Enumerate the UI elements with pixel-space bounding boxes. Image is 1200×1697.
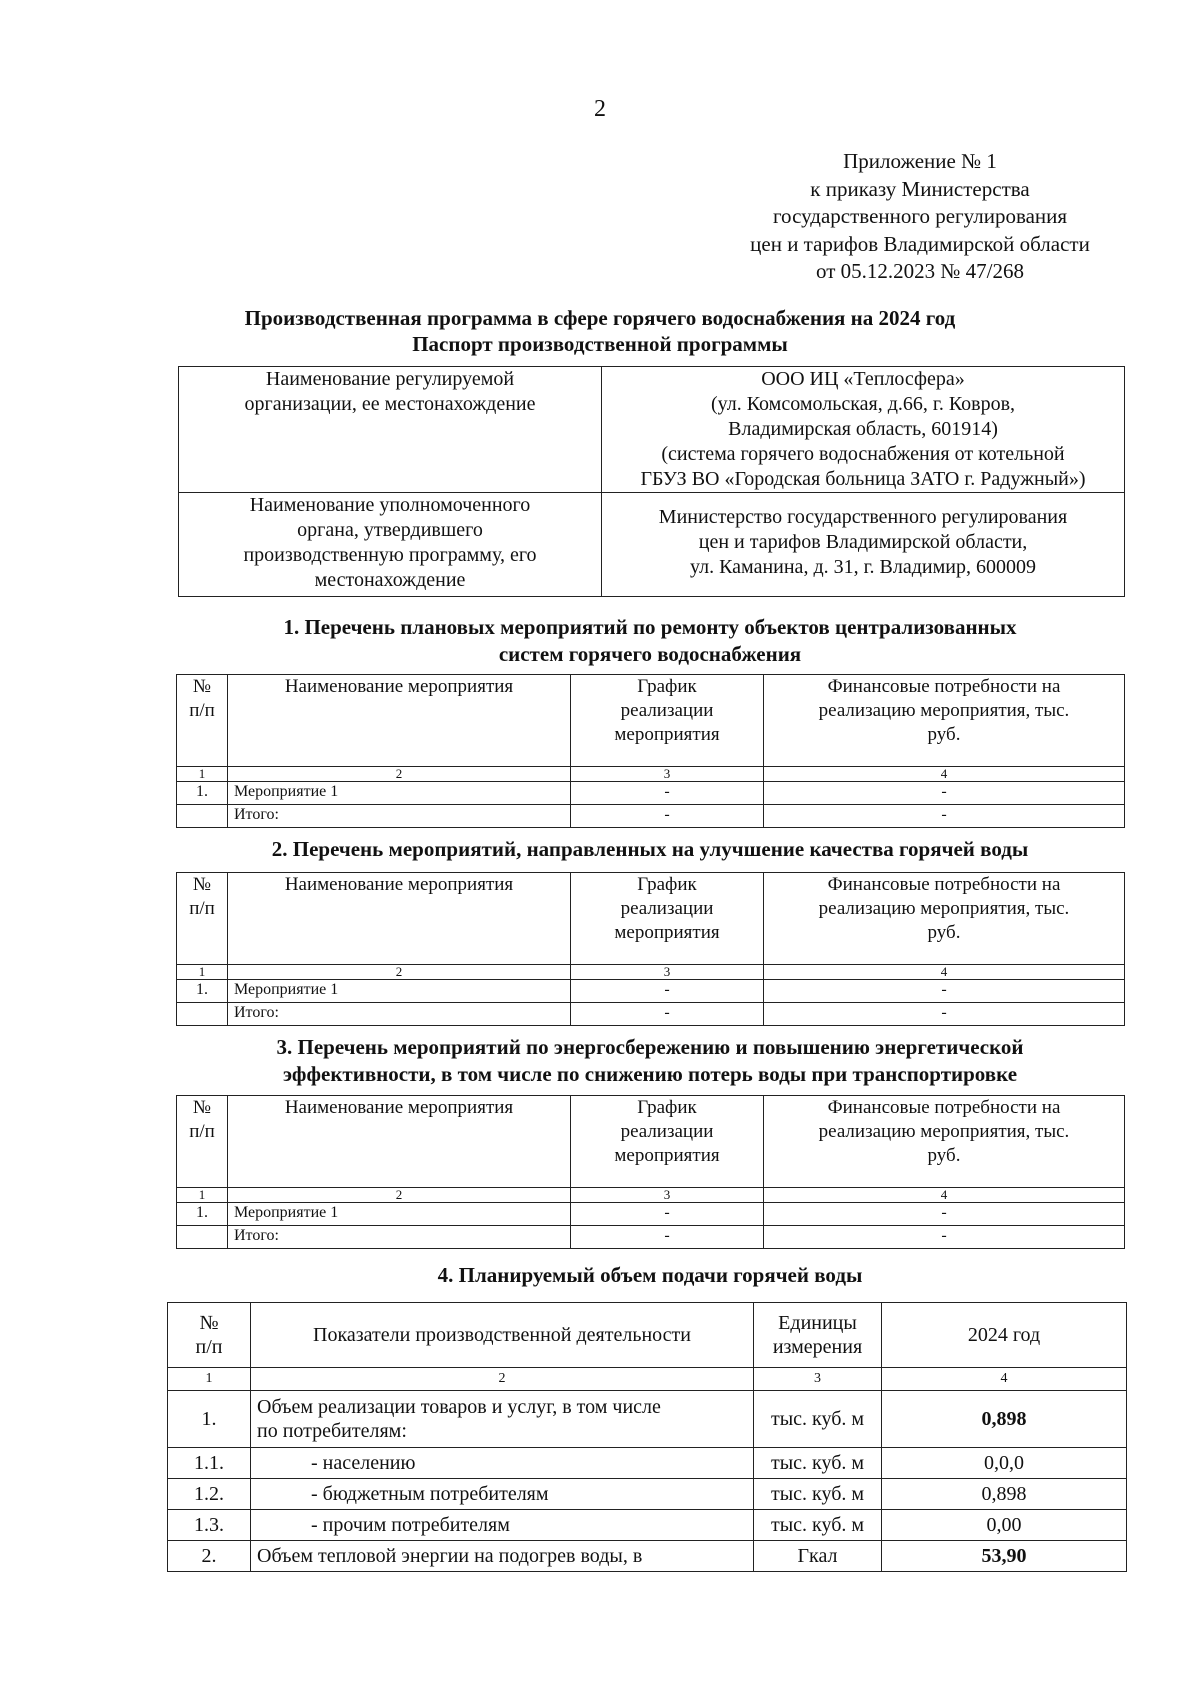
header-cell — [168, 1303, 251, 1368]
table-cell — [179, 493, 602, 597]
section-title-line: 3. Перечень мероприятий по энергосбережению и повышению энергетической — [276, 1035, 1024, 1059]
section-title — [170, 836, 1130, 863]
appendix-line: Приложение № 1 — [843, 149, 997, 173]
cell-text: п/п — [189, 1121, 215, 1142]
index-cell: 2 — [228, 1188, 571, 1203]
cell-text: реализацию мероприятия, тыс. — [818, 1121, 1070, 1142]
row-finance: - — [764, 1203, 1125, 1226]
cell-text: реализации — [620, 700, 714, 721]
row-finance: - — [764, 782, 1125, 805]
row-unit: тыс. куб. м — [754, 1391, 882, 1448]
index-cell: 4 — [764, 965, 1125, 980]
row-unit: тыс. куб. м — [754, 1479, 882, 1510]
row-value: 0,898 — [882, 1391, 1127, 1448]
column-index-row — [177, 1188, 1125, 1203]
header-cell — [177, 675, 228, 767]
cell-text: (ул. Комсомольская, д.66, г. Ковров, — [710, 393, 1016, 415]
row-name: Объем тепловой энергии на подогрев воды, в — [251, 1541, 754, 1572]
row-schedule: - — [571, 980, 764, 1003]
cell-text: Наименование мероприятия — [284, 1097, 514, 1118]
table-row — [177, 782, 1125, 805]
table-row — [177, 1203, 1125, 1226]
total-label: Итого: — [228, 1003, 571, 1026]
index-cell: 1 — [177, 1188, 228, 1203]
column-index-row — [177, 965, 1125, 980]
table-row — [179, 367, 1125, 493]
index-cell: 4 — [764, 1188, 1125, 1203]
section-title — [170, 614, 1130, 668]
appendix-block — [700, 148, 1140, 286]
section-title-line: систем горячего водоснабжения — [498, 642, 802, 666]
row-unit: тыс. куб. м — [754, 1448, 882, 1479]
header-cell: Показатели производственной деятельности — [251, 1303, 754, 1368]
cell-text: руб. — [927, 724, 961, 745]
cell-text: реализации — [620, 898, 714, 919]
total-row — [177, 1226, 1125, 1249]
total-row — [177, 1003, 1125, 1026]
cell-text: Наименование мероприятия — [284, 874, 514, 895]
cell-text: Финансовые потребности на — [827, 874, 1061, 895]
table-cell — [177, 805, 228, 828]
table-row — [168, 1448, 1127, 1479]
row-number: 1.1. — [168, 1448, 251, 1479]
total-label: Итого: — [228, 805, 571, 828]
table-header-row — [177, 675, 1125, 767]
cell-text: реализацию мероприятия, тыс. — [818, 898, 1070, 919]
cell-text: п/п — [189, 898, 215, 919]
appendix-line: государственного регулирования — [772, 204, 1068, 228]
index-cell: 3 — [571, 1188, 764, 1203]
cell-text: производственную программу, его — [243, 544, 537, 566]
total-schedule: - — [571, 805, 764, 828]
cell-text: ООО ИЦ «Теплосфера» — [761, 368, 965, 390]
cell-text: Финансовые потребности на — [827, 676, 1061, 697]
cell-text: Единицы — [778, 1312, 857, 1334]
row-number: 1. — [177, 1203, 228, 1226]
table-cell — [179, 367, 602, 493]
header-cell — [177, 1096, 228, 1188]
row-number: 1.2. — [168, 1479, 251, 1510]
table-header-row — [168, 1303, 1127, 1368]
subtitle-line: Паспорт производственной программы — [412, 332, 788, 356]
section-title-line: 1. Перечень плановых мероприятий по ремонту объектов централизованных — [283, 615, 1017, 639]
cell-text: График — [637, 874, 697, 895]
row-schedule: - — [571, 782, 764, 805]
appendix-line: к приказу Министерства — [810, 176, 1030, 201]
row-name: - бюджетным потребителям — [251, 1479, 754, 1510]
header-cell — [228, 675, 571, 767]
row-number: 1. — [177, 980, 228, 1003]
row-name — [251, 1391, 754, 1448]
row-unit: Гкал — [754, 1541, 882, 1572]
title-line: Производственная программа в сфере горячего водоснабжения на 2024 год — [244, 306, 956, 330]
volume-table — [167, 1302, 1127, 1572]
row-name: - прочим потребителям — [251, 1510, 754, 1541]
cell-text: органа, утвердившего — [297, 519, 483, 541]
passport-table — [178, 366, 1125, 597]
row-value: 53,90 — [882, 1541, 1127, 1572]
index-cell: 1 — [177, 965, 228, 980]
table-cell — [177, 1226, 228, 1249]
index-cell: 2 — [251, 1368, 754, 1391]
cell-text: (система горячего водоснабжения от котельной — [661, 443, 1065, 465]
cell-text: Объем реализации товаров и услуг, в том числе — [257, 1396, 661, 1418]
total-finance: - — [764, 1226, 1125, 1249]
cell-text: реализацию мероприятия, тыс. — [818, 700, 1070, 721]
cell-text: организации, ее местонахождение — [244, 393, 536, 415]
header-cell — [754, 1303, 882, 1368]
cell-text: Наименование мероприятия — [284, 676, 514, 697]
energy-plan-table — [176, 1095, 1125, 1249]
cell-text: График — [637, 1097, 697, 1118]
section-title-line: 2. Перечень мероприятий, направленных на улучшение качества горячей воды — [271, 837, 1029, 861]
section-title-line: эффективности, в том числе по снижению потерь воды при транспортировке — [282, 1062, 1018, 1086]
column-index-row — [177, 767, 1125, 782]
index-cell: 2 — [228, 965, 571, 980]
header-cell — [177, 873, 228, 965]
row-number: 1.3. — [168, 1510, 251, 1541]
cell-text: мероприятия — [614, 922, 720, 943]
header-cell — [571, 675, 764, 767]
header-cell — [571, 1096, 764, 1188]
document-title — [0, 305, 1200, 357]
total-schedule: - — [571, 1226, 764, 1249]
table-cell — [602, 367, 1125, 493]
cell-text: График — [637, 676, 697, 697]
cell-text: по потребителям: — [257, 1420, 407, 1442]
row-value: 0,00 — [882, 1510, 1127, 1541]
row-number: 1. — [168, 1391, 251, 1448]
table-row — [179, 493, 1125, 597]
cell-text: Наименование регулируемой — [265, 368, 515, 390]
row-value: 0,0,0 — [882, 1448, 1127, 1479]
cell-text: местонахождение — [314, 569, 466, 591]
table-row — [177, 980, 1125, 1003]
cell-text: мероприятия — [614, 724, 720, 745]
header-cell — [764, 1096, 1125, 1188]
cell-text: п/п — [189, 700, 215, 721]
table-cell — [177, 1003, 228, 1026]
cell-text: Финансовые потребности на — [827, 1097, 1061, 1118]
cell-text: ул. Каманина, д. 31, г. Владимир, 600009 — [690, 556, 1036, 578]
index-cell: 2 — [228, 767, 571, 782]
cell-text: руб. — [927, 1145, 961, 1166]
cell-text: ГБУЗ ВО «Городская больница ЗАТО г. Радужный») — [640, 468, 1086, 490]
total-schedule: - — [571, 1003, 764, 1026]
index-cell: 1 — [177, 767, 228, 782]
cell-text: измерения — [772, 1336, 863, 1358]
row-finance: - — [764, 980, 1125, 1003]
header-cell — [228, 1096, 571, 1188]
cell-text: Министерство государственного регулирования — [658, 506, 1068, 528]
index-cell: 3 — [754, 1368, 882, 1391]
row-name: Мероприятие 1 — [228, 980, 571, 1003]
cell-text: № — [199, 1312, 219, 1334]
index-cell: 1 — [168, 1368, 251, 1391]
section-title — [170, 1034, 1130, 1088]
appendix-line: от 05.12.2023 № 47/268 — [815, 259, 1025, 283]
cell-text: мероприятия — [614, 1145, 720, 1166]
row-unit: тыс. куб. м — [754, 1510, 882, 1541]
column-index-row — [168, 1368, 1127, 1391]
row-number: 1. — [177, 782, 228, 805]
total-finance: - — [764, 1003, 1125, 1026]
index-cell: 4 — [882, 1368, 1127, 1391]
row-number: 2. — [168, 1541, 251, 1572]
table-row — [168, 1541, 1127, 1572]
table-header-row — [177, 873, 1125, 965]
appendix-line: цен и тарифов Владимирской области — [750, 231, 1090, 256]
repair-plan-table — [176, 674, 1125, 828]
section-title: 4. Планируемый объем подачи горячей воды — [437, 1263, 863, 1287]
header-cell — [571, 873, 764, 965]
cell-text: Владимирская область, 601914) — [728, 418, 998, 440]
cell-text: № — [192, 676, 212, 697]
page-number: 2 — [594, 96, 606, 122]
table-row — [168, 1510, 1127, 1541]
header-cell — [764, 873, 1125, 965]
total-finance: - — [764, 805, 1125, 828]
cell-text: № — [192, 1097, 212, 1118]
table-cell — [602, 493, 1125, 597]
header-cell: 2024 год — [882, 1303, 1127, 1368]
cell-text: реализации — [620, 1121, 714, 1142]
row-name: Мероприятие 1 — [228, 782, 571, 805]
cell-text: п/п — [195, 1336, 223, 1358]
table-row — [168, 1391, 1127, 1448]
cell-text: № — [192, 874, 212, 895]
table-header-row — [177, 1096, 1125, 1188]
cell-text: руб. — [927, 922, 961, 943]
table-row — [168, 1479, 1127, 1510]
header-cell — [764, 675, 1125, 767]
index-cell: 3 — [571, 965, 764, 980]
cell-text: Наименование уполномоченного — [249, 494, 531, 516]
quality-plan-table — [176, 872, 1125, 1026]
cell-text: цен и тарифов Владимирской области, — [698, 531, 1028, 553]
total-row — [177, 805, 1125, 828]
index-cell: 4 — [764, 767, 1125, 782]
row-name: Мероприятие 1 — [228, 1203, 571, 1226]
header-cell — [228, 873, 571, 965]
row-value: 0,898 — [882, 1479, 1127, 1510]
row-name: - населению — [251, 1448, 754, 1479]
row-schedule: - — [571, 1203, 764, 1226]
index-cell: 3 — [571, 767, 764, 782]
total-label: Итого: — [228, 1226, 571, 1249]
